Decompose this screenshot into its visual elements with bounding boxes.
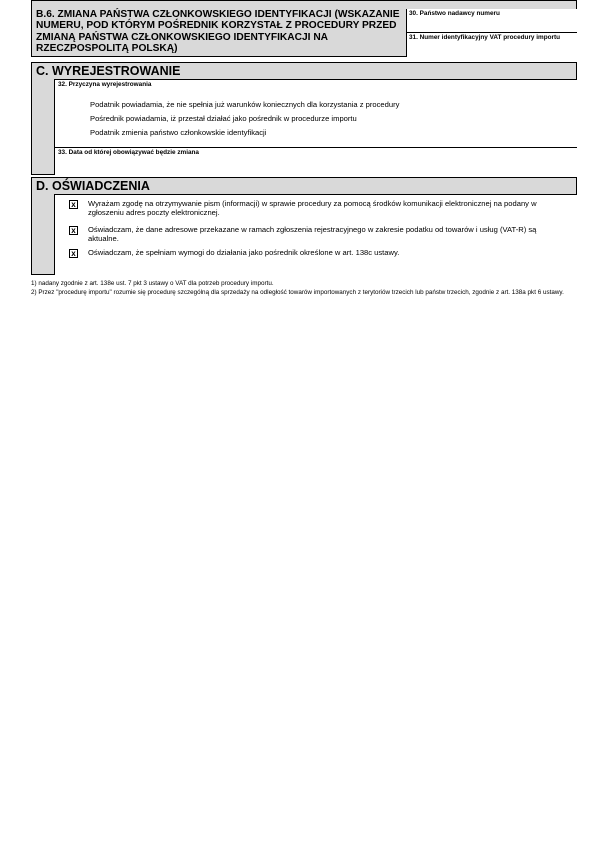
section-d: [31, 177, 577, 275]
section-c: [31, 62, 577, 175]
reason-option-2[interactable]: Pośrednik powiadamia, iż przestał działać jako pośrednik w procedurze importu: [90, 114, 357, 123]
footnote-2: 2) Przez "procedurę importu" rozumie się procedurę szczególną dla sprzedaży na odległość towarów importowanych z terytoriów trzecich lub państw trzecich, zgodnie z art. 138a pkt 6 ustawy.: [31, 289, 564, 296]
section-b6-fields: [406, 9, 577, 57]
electronic-consent-checkbox[interactable]: x: [69, 200, 78, 209]
import-vat-number-label: 31. Numer identyfikacyjny VAT procedury importu: [409, 34, 561, 41]
import-vat-number-field[interactable]: [406, 33, 577, 57]
deregistration-reason-label: 32. Przyczyna wyrejestrowania: [58, 81, 152, 88]
address-current-checkbox[interactable]: x: [69, 226, 78, 235]
section-b6: [31, 0, 577, 57]
change-date-label: 33. Data od której obowiązywać będzie zmiana: [58, 149, 199, 156]
country-of-issuer-field[interactable]: [406, 9, 577, 33]
footnotes: [31, 279, 577, 297]
country-of-issuer-label: 30. Państwo nadawcy numeru: [409, 10, 500, 17]
reason-option-1[interactable]: Podatnik powiadamia, że nie spełnia już warunków koniecznych dla korzystania z procedury: [90, 100, 400, 109]
declarations-box: [54, 194, 577, 275]
section-b6-title: B.6. ZMIANA PAŃSTWA CZŁONKOWSKIEGO IDENTYFIKACJI (WSKAZANIE NUMERU, POD KTÓRYM POŚREDNIK KORZYSTAŁ Z PROCEDURY PRZED ZMIANĄ PAŃSTWA CZŁONKOWSKIEGO IDENTYFIKACJI NA RZECZPOSPOLITĄ POLSKĄ): [36, 9, 400, 54]
deregistration-reason-field: [54, 79, 577, 147]
declaration-text: Wyrażam zgodę na otrzymywanie pism (informacji) w sprawie procedury za pomocą środków komunikacji elektronicznej na podany w zgłoszeniu adres poczty elektronicznej.: [88, 199, 537, 218]
section-d-title: D. OŚWIADCZENIA: [36, 179, 150, 193]
change-date-field[interactable]: [54, 147, 577, 175]
footnote-1: 1) nadany zgodnie z art. 138e ust. 7 pkt 3 ustawy o VAT dla potrzeb procedury importu.: [31, 280, 274, 287]
declaration-text: Oświadczam, że dane adresowe przekazane w ramach zgłoszenia rejestracyjnego w zakresie podatku od towarów i usług (VAT-R) są aktualne.: [88, 225, 537, 244]
reason-option-3[interactable]: Podatnik zmienia państwo członkowskie identyfikacji: [90, 128, 267, 137]
intermediary-requirements-checkbox[interactable]: x: [69, 249, 78, 258]
divider: [32, 0, 576, 1]
section-c-title: C. WYREJESTROWANIE: [36, 64, 181, 78]
declaration-text: Oświadczam, że spełniam wymogi do działania jako pośrednik określone w art. 138c ustawy.: [88, 248, 400, 257]
